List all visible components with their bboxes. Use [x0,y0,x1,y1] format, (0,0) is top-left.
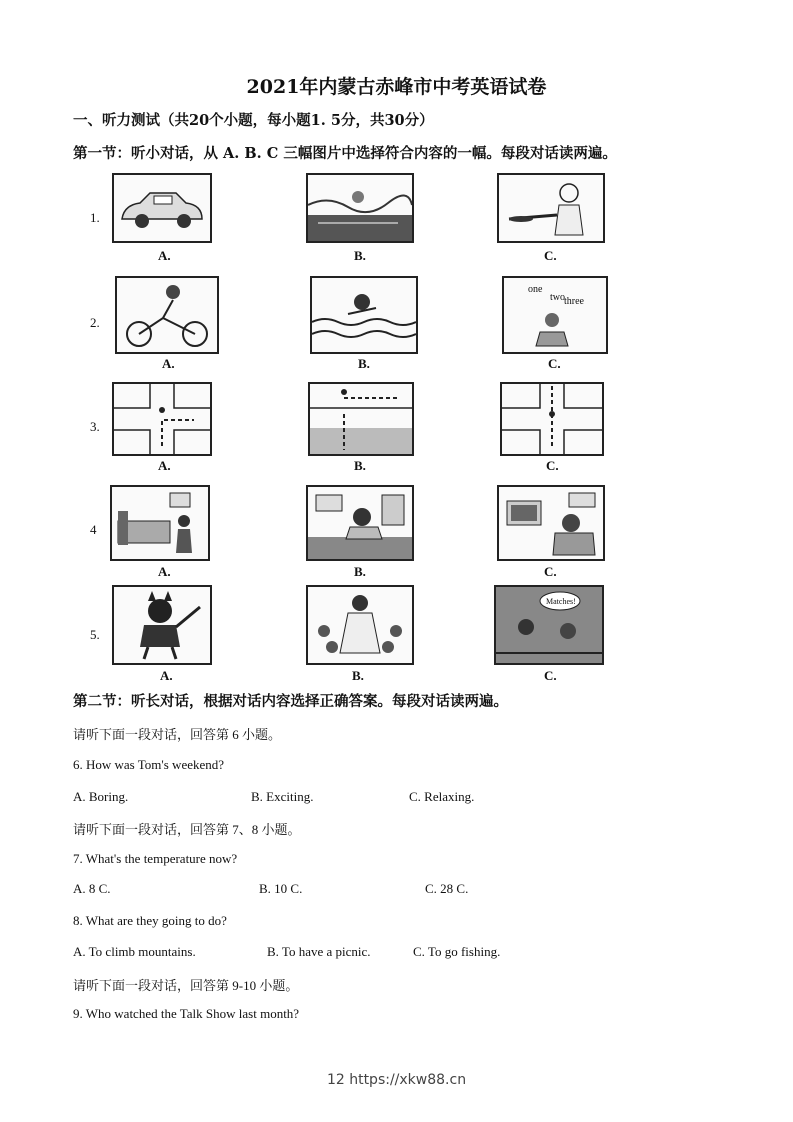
option-c: C. To go fishing. [413,944,501,959]
car-picture [112,173,212,243]
option-label-b: B. [354,458,366,473]
study-picture [306,485,414,561]
option-label-a: A. [158,458,171,473]
cartoon-scene-picture [494,585,604,665]
option-label-a: A. [162,356,175,371]
option-label-a: A. [158,564,171,579]
option-label-b: B. [354,248,366,263]
page-title: 2021年内蒙古赤峰市中考英语试卷 [246,76,547,98]
option-label-c: C. [544,668,557,683]
question-number: 2. [90,315,100,330]
option-label-b: B. [354,564,366,579]
crossroad-bridge-picture [308,382,414,456]
option-label-a: A. [160,668,173,683]
option-b: B. To have a picnic. [267,944,371,959]
snow-white-picture [306,585,414,665]
section1-heading: 第一节：听小对话，从 A. B. C 三幅图片中选择符合内容的一幅。每段对话读两遍。 [73,145,617,162]
section2-heading: 第二节：听长对话，根据对话内容选择正确答案。每段对话读两遍。 [73,693,508,710]
option-a: A. Boring. [73,789,129,804]
river-scene-picture [306,173,414,243]
option-label-c: C. [544,564,557,579]
word-one: one [528,284,543,295]
exam-page: 2021年内蒙古赤峰市中考英语试卷 一、听力测试（共20个小题，每小题1. 5分，共30分） 第一节：听小对话，从 A. B. C 三幅图片中选择符合内容的一幅。每段对话读两遍。 1. A. B. C. 2. one two three A. B. C. 3. A. B. C. 4 A. B. C. 5. Matches! A. B. C. 第二节：听长对话，根据对话内容选择正确答案。每段对话读两遍。 请听下面一段对话，回答第 6 小题。 6. How was Tom's weekend? A. Boring. B. Exciting. C. Relaxing. 请听下面一段对话，回答第 7、8 小题。 7. What's the temperature now? A. 8 C. B. 10 C. C. 28 C. 8. What are they going to do? A. To climb mountains. B. To have a picnic. C. To go fishing. 请听下面一段对话，回答第 9-10 小题。 9. Who watched the Talk Show last month? 12 https://xkw88.cn [0,0,793,1122]
option-label-b: B. [358,356,370,371]
crossroad-turn-picture [112,382,212,456]
counting-child-picture [502,276,608,354]
cook-picture [497,173,605,243]
question-number: 4 [90,522,97,537]
word-three: three [564,296,584,307]
option-label-b: B. [352,668,364,683]
page-footer: 12 https://xkw88.cn [326,1072,467,1088]
question-number: 3. [90,419,100,434]
cyclist-picture [115,276,219,354]
tv-room-picture [497,485,605,561]
bedroom-picture [110,485,210,561]
option-a: A. 8 C. [73,881,111,896]
word-two: two [550,292,565,303]
option-label-c: C. [548,356,561,371]
option-label-c: C. [544,248,557,263]
option-a: A. To climb mountains. [73,944,196,959]
crossroad-straight-picture [500,382,604,456]
question-number: 5. [90,627,100,642]
speech-bubble-text: Matches! [546,597,576,606]
option-b: B. 10 C. [259,881,303,896]
option-c: C. Relaxing. [409,789,475,804]
option-label-c: C. [546,458,559,473]
option-c: C. 28 C. [425,881,469,896]
swimmer-picture [310,276,418,354]
part1-heading: 一、听力测试（共20个小题，每小题1. 5分，共30分） [73,112,434,129]
option-label-a: A. [158,248,171,263]
option-b: B. Exciting. [251,789,314,804]
question-number: 1. [90,210,100,225]
cartoon-cat-picture [112,585,212,665]
